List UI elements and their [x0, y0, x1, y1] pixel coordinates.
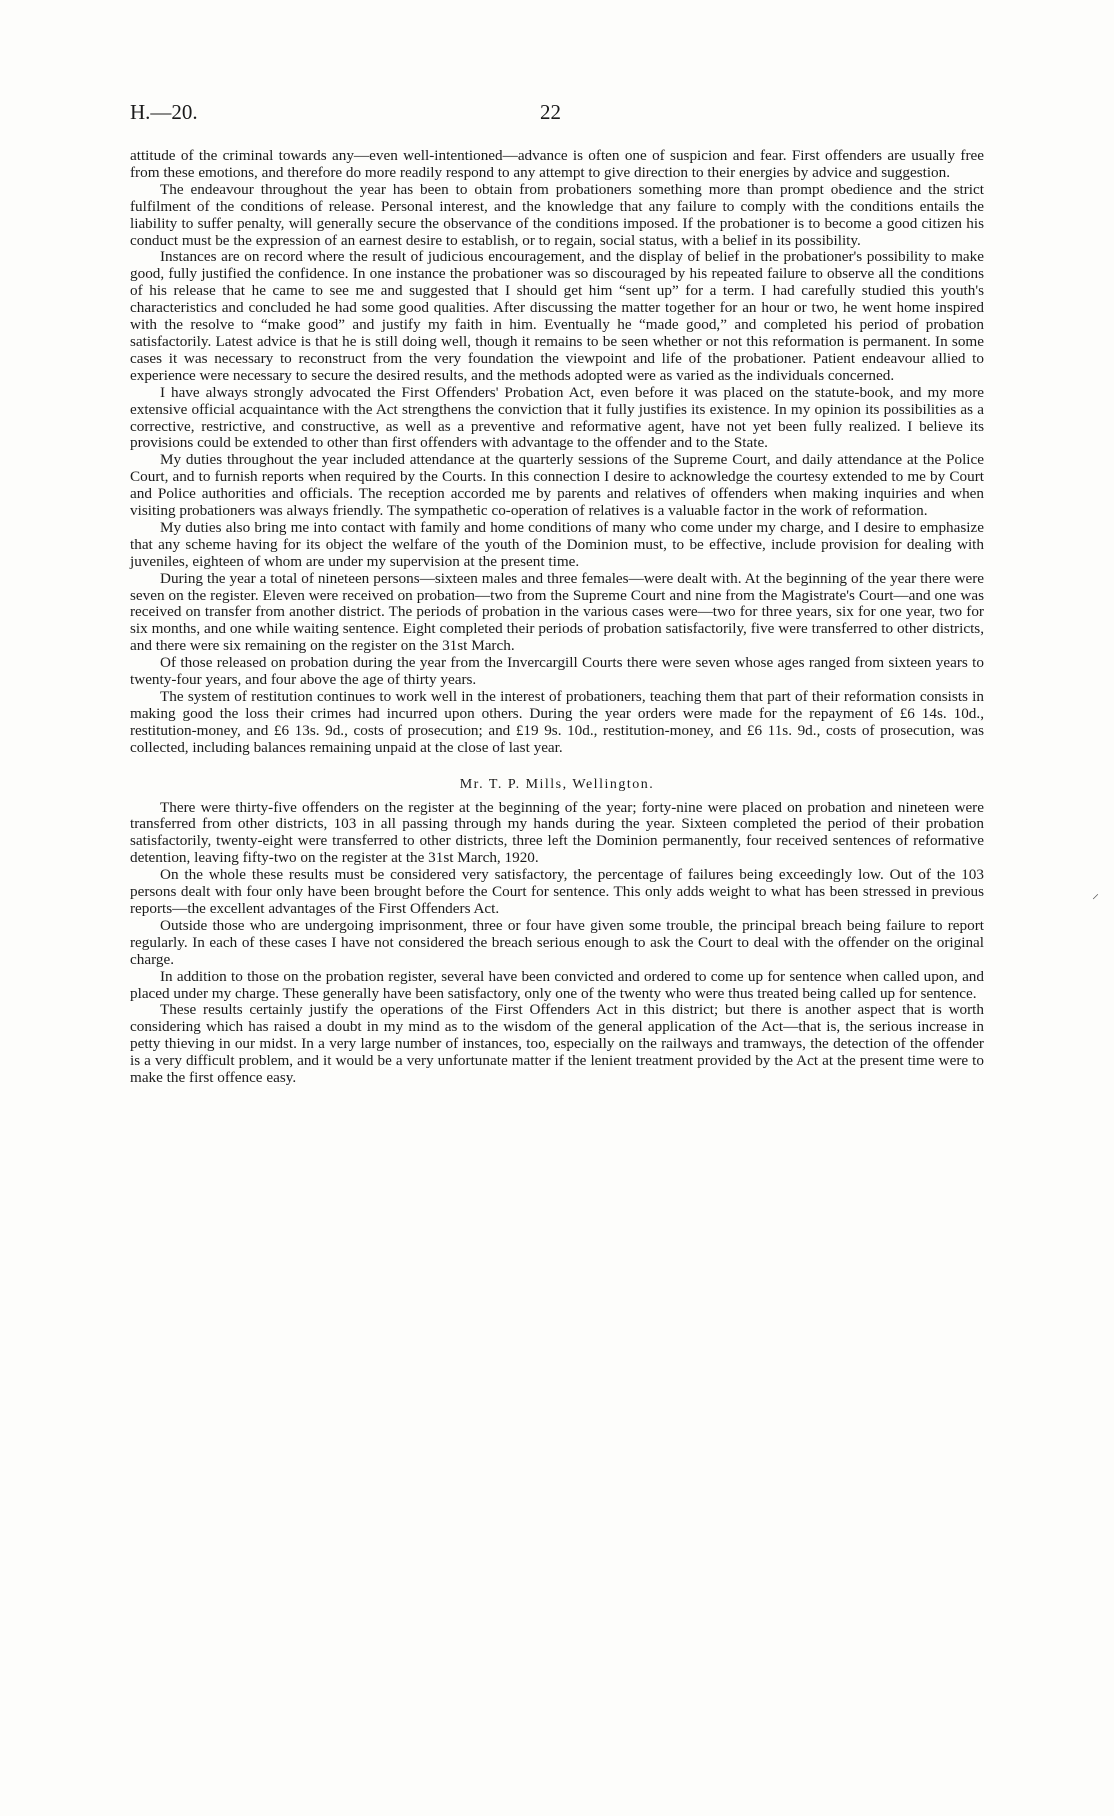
paragraph: Outside those who are undergoing imprisonment, three or four have given some trouble, the principal breach being failure to report regularly. In each of these cases I have not considered the breach serious enough to ask the Court to deal with the offender on the original charge. [130, 916, 984, 968]
margin-scan-mark: ⸍ [1092, 893, 1099, 908]
paragraph: There were thirty-five offenders on the register at the beginning of the year; forty-nine were placed on probation and nineteen were transferred from other districts, 103 in all passing through my hands during the year. Sixteen completed the period of their probation satisfactorily, twenty-eight were transferred to other districts, three left the Dominion permanently, four received sentences of reformative detention, leaving fifty-two on the register at the 31st March, 1920. [130, 798, 984, 867]
document-reference: H.—20. [130, 100, 198, 124]
paragraph: During the year a total of nineteen persons—sixteen males and three females—were dealt with. At the beginning of the year there were seven on the register. Eleven were received on probation—two from the Supreme Court and nine from the Magistrate's Court—and one was received on transfer from another district. The periods of probation in the various cases were—two for three years, six for one year, two for six months, and one while waiting sentence. Eight completed their periods of probation satisfactorily, five were transferred to other districts, and there were six remaining on the register on the 31st March. [130, 569, 984, 655]
page-header [130, 100, 984, 130]
paragraph: My duties also bring me into contact with family and home conditions of many who come under my charge, and I desire to emphasize that any scheme having for its object the welfare of the youth of the Dominion must, to be effective, include provision for dealing with juveniles, eighteen of whom are under my supervision at the present time. [130, 518, 984, 570]
paragraph: Instances are on record where the result of judicious encouragement, and the display of belief in the probationer's possibility to make good, fully justified the confidence. In one instance the probationer was so discouraged by his repeated failure to observe all the conditions of his release that he came to see me and suggested that I should get him “sent up” for a term. I had carefully studied this youth's characteristics and concluded he had some good qualities. After discussing the matter together for an hour or two, he went home inspired with the resolve to “make good” and justify my faith in him. Eventually he “made good,” and completed his period of probation satisfactorily. Latest advice is that he is still doing well, though it remains to be seen whether or not this reformation is permanent. In some cases it was necessary to reconstruct from the very foundation the viewpoint and life of the probationer. Patient endeavour allied to experience were necessary to secure the desired results, and the methods adopted were as varied as the individuals concerned. [130, 248, 984, 384]
paragraph: attitude of the criminal towards any—even well-intentioned—advance is often one of suspicion and fear. First offenders are usually free from these emotions, and therefore do more readily respond to any attempt to give direction to their energies by advice and suggestion. [130, 147, 984, 181]
page-body [130, 148, 984, 1087]
paragraph: In addition to those on the probation register, several have been convicted and ordered to come up for sentence when called upon, and placed under my charge. These generally have been satisfactory, only one of the twenty who were thus treated being called up for sentence. [130, 967, 984, 1002]
paragraph: The endeavour throughout the year has been to obtain from probationers something more than prompt obedience and the strict fulfilment of the conditions of release. Personal interest, and the knowledge that any failure to comply with the conditions entails the liability to suffer penalty, will generally secure the observance of the conditions imposed. If the probationer is to become a good citizen his conduct must be the expression of an earnest desire to establish, or to regain, social status, with a belief in its possibility. [130, 180, 984, 249]
paragraph: These results certainly justify the operations of the First Offenders Act in this district; but there is another aspect that is worth considering which has raised a doubt in my mind as to the wisdom of the general application of the Act—that is, the serious increase in petty thieving in our midst. In a very large number of instances, too, especially on the railways and tramways, the detection of the offender is a very difficult problem, and it would be a very unfortunate matter if the lenient treatment provided by the Act at the present time were to make the first offence easy. [130, 1001, 984, 1087]
paragraph: Of those released on probation during the year from the Invercargill Courts there were seven whose ages ranged from sixteen years to twenty-four years, and four above the age of thirty years. [130, 654, 984, 689]
paragraph: I have always strongly advocated the First Offenders' Probation Act, even before it was placed on the statute-book, and my more extensive official acquaintance with the Act strengthens the conviction that it fully justifies its existence. In my opinion its possibilities as a corrective, restrictive, and constructive, as well as a preventive and reformative agent, have not yet been fully realized. I believe its provisions could be extended to other than first offenders with advantage to the offender and to the State. [130, 383, 984, 452]
paragraph: On the whole these results must be considered very satisfactory, the percentage of failures being exceedingly low. Out of the 103 persons dealt with four only have been brought before the Court for sentence. This only adds weight to what has been stressed in previous reports—the excellent advantages of the First Offenders Act. [130, 866, 984, 917]
paragraph: The system of restitution continues to work well in the interest of probationers, teaching them that part of their reformation consists in making good the loss their crimes had incurred upon others. During the year orders were made for the repayment of £6 14s. 10d., restitution-money, and £6 13s. 9d., costs of prosecution; and £19 9s. 10d., restitution-money, and £6 11s. 9d., costs of prosecution, was collected, including balances remaining unpaid at the close of last year. [130, 688, 984, 756]
paragraph: My duties throughout the year included attendance at the quarterly sessions of the Supreme Court, and daily attendance at the Police Court, and to furnish reports when required by the Courts. In this connection I desire to acknowledge the courtesy extended to me by Court and Police authorities and officials. The reception accorded me by parents and relatives of offenders when making inquiries and when visiting probationers was always friendly. The sympathetic co-operation of relatives is a valuable factor in the work of reformation. [130, 451, 984, 520]
page-number: 22 [540, 100, 561, 124]
section-heading: Mr. T. P. Mills, Wellington. [459, 776, 655, 792]
